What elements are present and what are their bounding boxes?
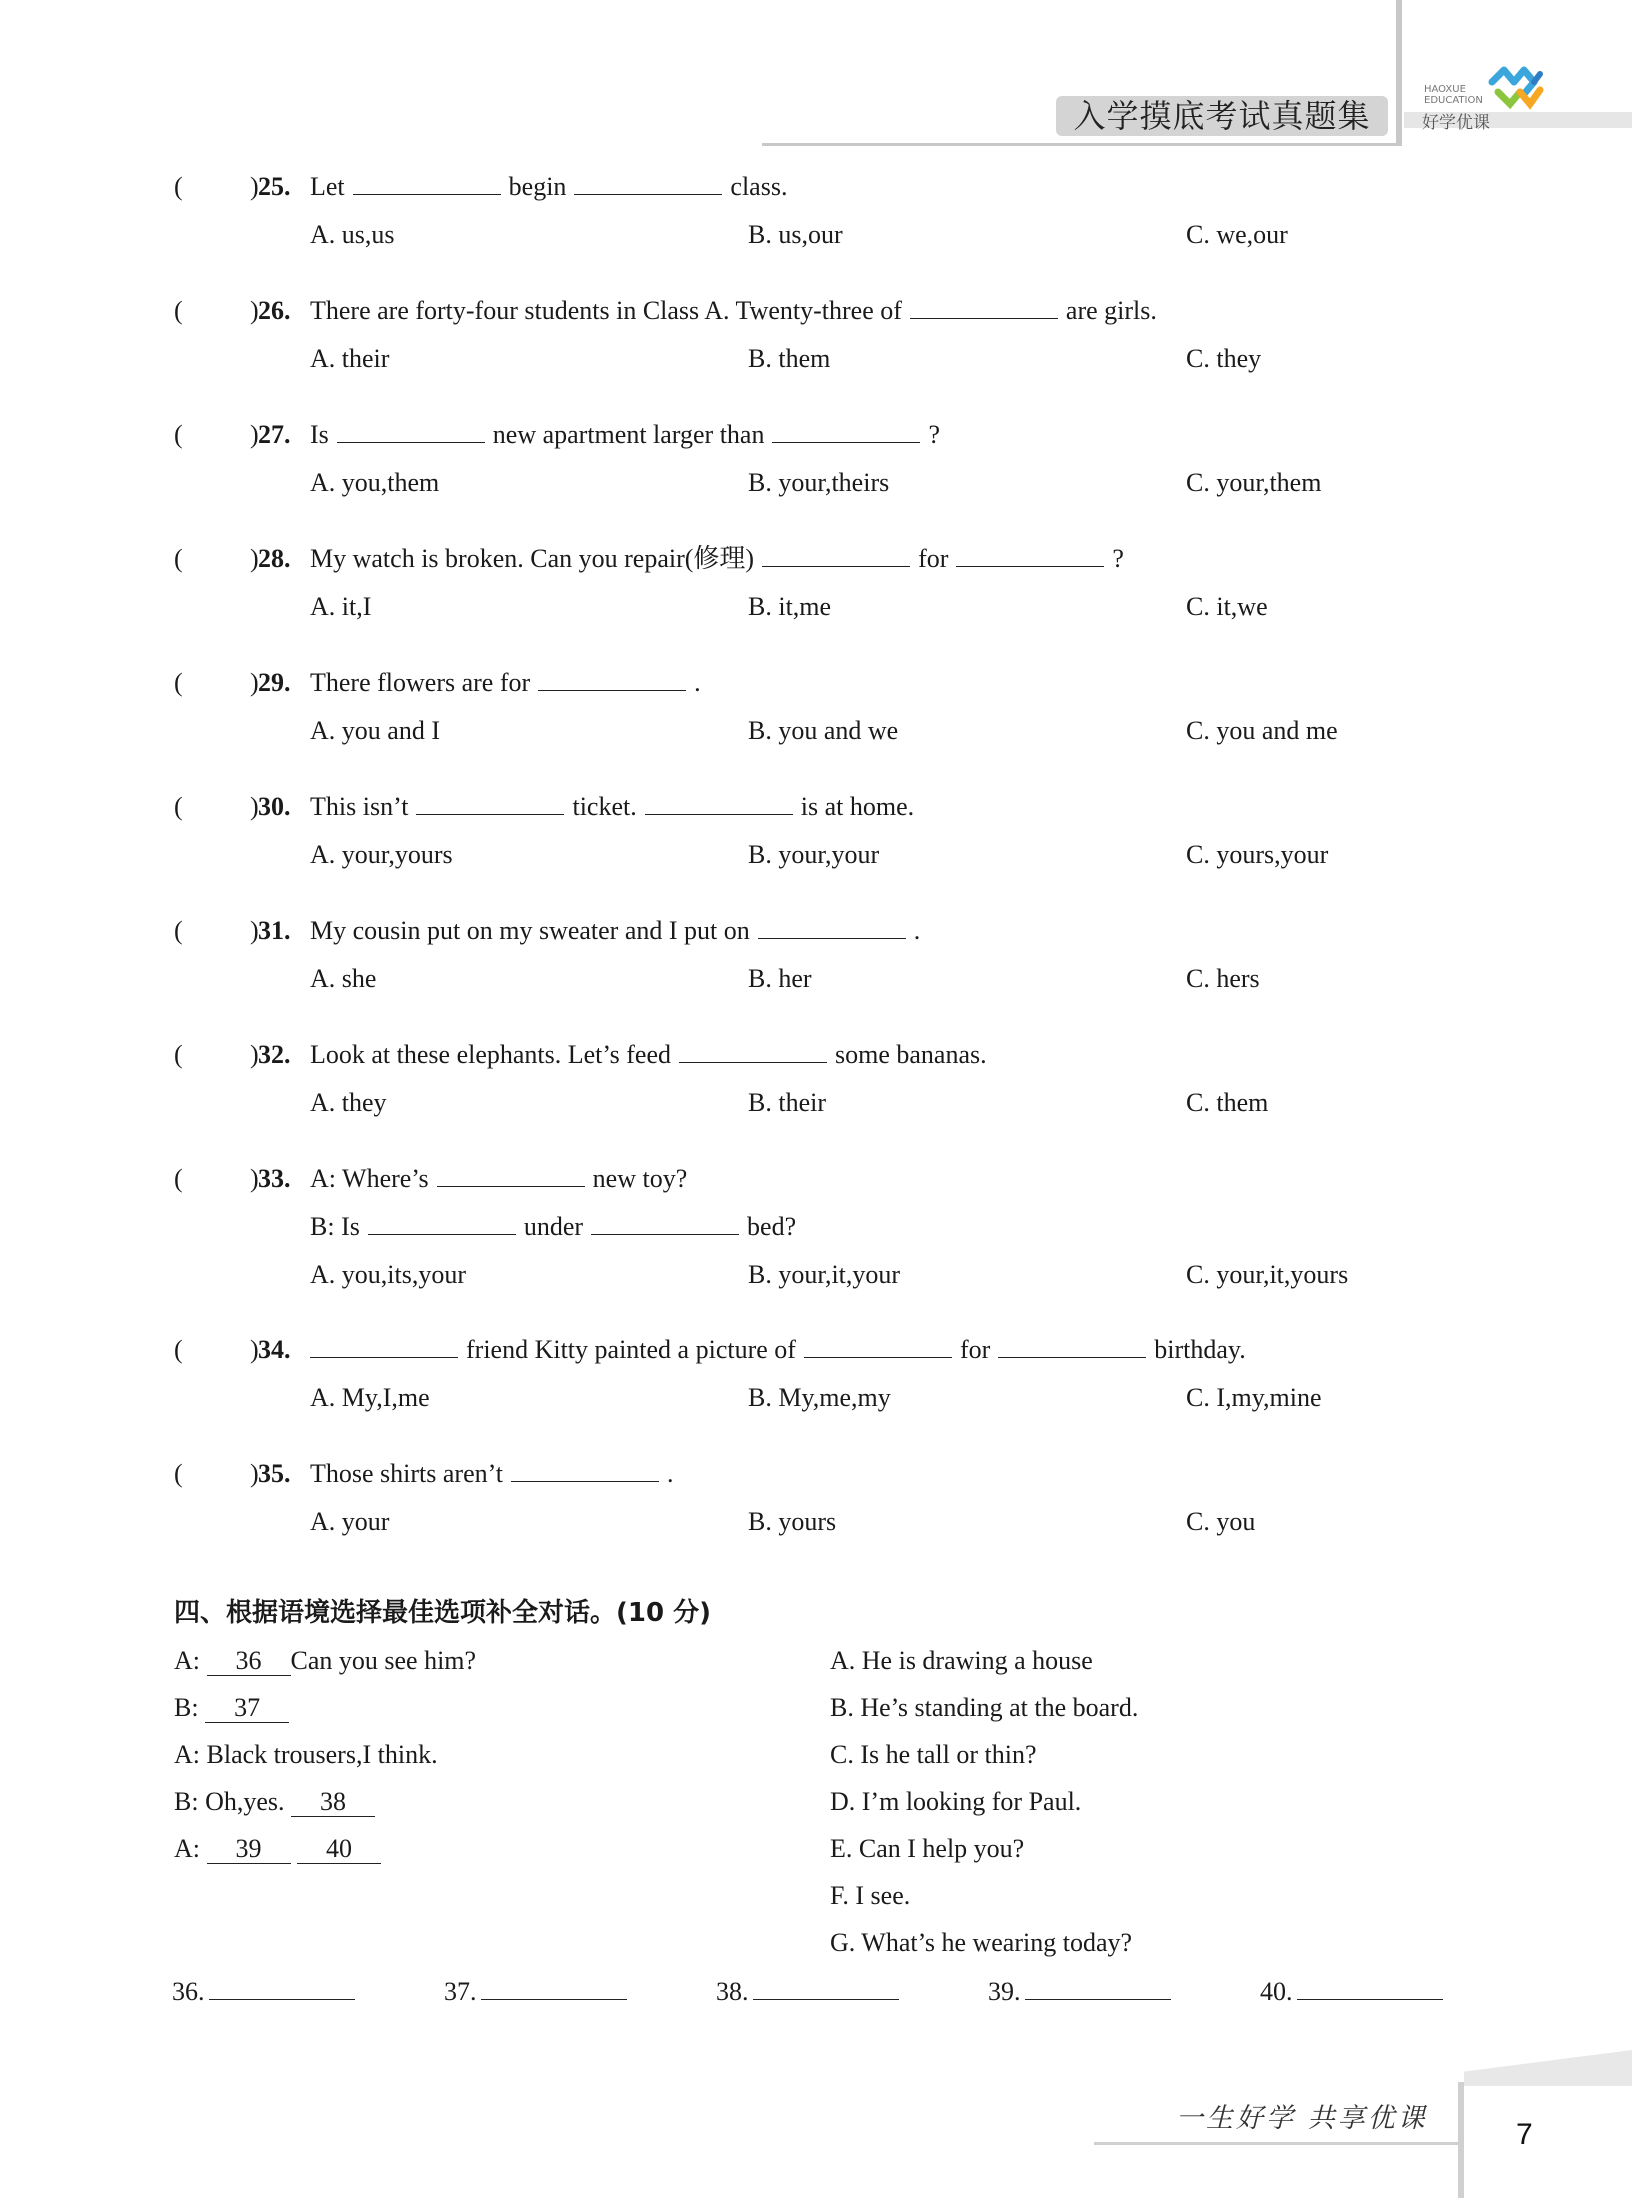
option-c: C. it,we <box>1186 592 1268 621</box>
fill-blank <box>591 1210 739 1235</box>
fill-blank <box>758 914 906 939</box>
answer-blank <box>481 1975 627 2000</box>
answer-paren-right: ) <box>250 172 259 201</box>
answer-paren-left: ( <box>174 544 183 573</box>
question-stem <box>310 170 787 204</box>
question-33-line-2 <box>310 1210 796 1244</box>
answer-paren-right: ) <box>250 1164 259 1193</box>
stem-text: is at home. <box>800 792 915 821</box>
fill-blank <box>368 1210 516 1235</box>
option-c: C. we,our <box>1186 220 1288 249</box>
stem-text: . <box>913 916 921 945</box>
answer-paren-left: ( <box>174 916 183 945</box>
option-a: A. their <box>310 344 390 373</box>
option-a: A. us,us <box>310 220 395 249</box>
question-number: 34. <box>258 1335 291 1364</box>
stem-text: some bananas. <box>834 1040 987 1069</box>
fill-blank <box>910 294 1058 319</box>
stem-text: ? <box>928 420 941 449</box>
answer-paren-right: ) <box>250 1040 259 1069</box>
question-stem <box>310 790 914 824</box>
dialog-text: Oh,yes. <box>205 1787 285 1816</box>
stem-text: for <box>918 544 949 573</box>
question-stem <box>310 418 940 452</box>
dialog-speaker: B: <box>174 1693 199 1722</box>
option-a: A. My,I,me <box>310 1383 430 1412</box>
brand-logo-icon <box>1488 64 1544 112</box>
question-stem <box>310 666 701 700</box>
stem-text: Those shirts aren’t <box>310 1459 504 1488</box>
dialog-blank-number: 38 <box>291 1788 375 1817</box>
stem-text: . <box>667 1459 674 1488</box>
answer-slot-39 <box>988 1975 1171 2009</box>
question-number: 29. <box>258 668 291 697</box>
dialog-line-3 <box>174 1738 438 1772</box>
dialog-line-2 <box>174 1691 289 1725</box>
answer-blank <box>1297 1975 1443 2000</box>
stem-text: There are forty-four students in Class A. Twenty-three of <box>310 296 902 325</box>
option-c: C. your,them <box>1186 468 1322 497</box>
dialog-blank-number: 36 <box>207 1647 291 1676</box>
question-number: 35. <box>258 1459 291 1488</box>
stem-text: birthday. <box>1154 1335 1246 1364</box>
answer-label: 38. <box>716 1977 749 2006</box>
stem-text: ? <box>1112 544 1124 573</box>
answer-label: 36. <box>172 1977 205 2006</box>
stem-text: My cousin put on my sweater and I put on <box>310 916 750 945</box>
stem-text: This isn’t <box>310 792 409 821</box>
stem-text: under <box>523 1212 584 1241</box>
stem-text: Look at these elephants. Let’s feed <box>310 1040 671 1069</box>
fill-blank <box>804 1333 952 1358</box>
fill-blank <box>538 666 686 691</box>
answer-paren-right: ) <box>250 544 259 573</box>
dialog-blank-number: 37 <box>205 1694 289 1723</box>
dialog-blank-number: 39 <box>207 1835 291 1864</box>
option-b: B. you and we <box>748 716 899 745</box>
stem-text: ticket. <box>572 792 637 821</box>
question-number: 25. <box>258 172 291 201</box>
brand-english-name <box>1424 84 1483 106</box>
footer-horizontal-rule <box>1094 2142 1460 2145</box>
choice-a: A. He is drawing a house <box>830 1646 1093 1675</box>
dialog-text: Black trousers,I think. <box>206 1740 438 1769</box>
option-b: B. their <box>748 1088 826 1117</box>
answer-slot-37 <box>444 1975 627 2009</box>
header-vertical-rule <box>1396 0 1402 146</box>
option-a: A. you and I <box>310 716 440 745</box>
question-stem <box>310 914 920 948</box>
dialog-speaker: A: <box>174 1740 200 1769</box>
answer-paren-right: ) <box>250 668 259 697</box>
stem-text: bed? <box>747 1212 797 1241</box>
dialog-line-5 <box>174 1832 381 1866</box>
option-b: B. your,theirs <box>748 468 890 497</box>
question-number: 30. <box>258 792 291 821</box>
choice-d: D. I’m looking for Paul. <box>830 1787 1082 1816</box>
option-a: A. you,its,your <box>310 1260 466 1289</box>
fill-blank <box>998 1333 1146 1358</box>
fill-blank <box>511 1457 659 1482</box>
fill-blank <box>337 418 485 443</box>
stem-text: for <box>959 1335 991 1364</box>
choice-e: E. Can I help you? <box>830 1834 1025 1863</box>
answer-slot-36 <box>172 1975 355 2009</box>
stem-text: new apartment larger than <box>492 420 765 449</box>
option-a: A. your,yours <box>310 840 453 869</box>
footer-corner-tab <box>1464 2050 1632 2086</box>
header-title: 入学摸底考试真题集 <box>1056 96 1388 136</box>
stem-text: My watch is broken. Can you repair(修理) <box>310 544 755 573</box>
option-a: A. your <box>310 1507 390 1536</box>
stem-text: are girls. <box>1065 296 1157 325</box>
dialog-speaker: A: <box>174 1646 200 1675</box>
dialog-line-1 <box>174 1644 476 1678</box>
option-c: C. I,my,mine <box>1186 1383 1322 1412</box>
fill-blank <box>762 542 910 567</box>
fill-blank <box>437 1162 585 1187</box>
brand-en-line-2: EDUCATION <box>1424 95 1483 106</box>
answer-paren-left: ( <box>174 668 183 697</box>
answer-paren-left: ( <box>174 1040 183 1069</box>
section-4-title: 四、根据语境选择最佳选项补全对话。(10 分) <box>174 1598 711 1628</box>
choice-g: G. What’s he wearing today? <box>830 1928 1133 1957</box>
fill-blank <box>353 170 501 195</box>
fill-blank <box>679 1038 827 1063</box>
answer-paren-right: ) <box>250 296 259 325</box>
stem-text: A: Where’s <box>310 1164 429 1193</box>
stem-text: friend Kitty painted a picture of <box>466 1335 796 1364</box>
stem-text: new toy? <box>592 1164 688 1193</box>
answer-blank <box>753 1975 899 2000</box>
stem-text: There flowers are for <box>310 668 531 697</box>
option-a: A. she <box>310 964 377 993</box>
stem-text: class. <box>730 172 788 201</box>
stem-text: begin <box>508 172 567 201</box>
option-c: C. yours,your <box>1186 840 1329 869</box>
question-stem <box>310 542 1124 576</box>
answer-paren-right: ) <box>250 420 259 449</box>
dialog-line-4 <box>174 1785 375 1819</box>
dialog-speaker: A: <box>174 1834 200 1863</box>
option-b: B. your,it,your <box>748 1260 901 1289</box>
question-number: 28. <box>258 544 291 573</box>
stem-text: Let <box>310 172 345 201</box>
question-stem <box>310 1038 987 1072</box>
option-b: B. your,your <box>748 840 880 869</box>
question-number: 26. <box>258 296 291 325</box>
page-number: 7 <box>1516 2118 1533 2151</box>
stem-text: . <box>694 668 701 697</box>
option-b: B. My,me,my <box>748 1383 891 1412</box>
question-stem <box>310 1333 1246 1367</box>
footer-slogan: 一生好学 共享优课 <box>1176 2103 1428 2134</box>
brand-en-line-1: HAOXUE <box>1424 84 1466 95</box>
option-c: C. your,it,yours <box>1186 1260 1349 1289</box>
choice-b: B. He’s standing at the board. <box>830 1693 1139 1722</box>
fill-blank <box>772 418 920 443</box>
question-number: 31. <box>258 916 291 945</box>
option-b: B. us,our <box>748 220 843 249</box>
question-number: 27. <box>258 420 291 449</box>
option-b: B. yours <box>748 1507 837 1536</box>
answer-paren-right: ) <box>250 1459 259 1488</box>
answer-paren-left: ( <box>174 420 183 449</box>
option-b: B. her <box>748 964 812 993</box>
answer-paren-left: ( <box>174 296 183 325</box>
answer-paren-right: ) <box>250 916 259 945</box>
option-c: C. them <box>1186 1088 1269 1117</box>
answer-blank <box>1025 1975 1171 2000</box>
question-number: 32. <box>258 1040 291 1069</box>
answer-paren-right: ) <box>250 1335 259 1364</box>
answer-label: 39. <box>988 1977 1021 2006</box>
option-c: C. you <box>1186 1507 1256 1536</box>
option-a: A. they <box>310 1088 387 1117</box>
answer-paren-left: ( <box>174 792 183 821</box>
header-horizontal-rule <box>762 143 1398 146</box>
answer-paren-right: ) <box>250 792 259 821</box>
option-b: B. them <box>748 344 831 373</box>
brand-chinese-name: 好学优课 <box>1422 113 1490 133</box>
fill-blank <box>416 790 564 815</box>
choice-f: F. I see. <box>830 1881 911 1910</box>
answer-blank <box>209 1975 355 2000</box>
answer-paren-left: ( <box>174 1335 183 1364</box>
fill-blank <box>956 542 1104 567</box>
fill-blank <box>310 1333 458 1358</box>
option-b: B. it,me <box>748 592 832 621</box>
option-c: C. they <box>1186 344 1262 373</box>
footer-vertical-rule <box>1458 2082 1464 2198</box>
answer-slot-40 <box>1260 1975 1443 2009</box>
stem-text: Is <box>310 420 329 449</box>
question-stem <box>310 294 1157 328</box>
question-stem <box>310 1162 687 1196</box>
dialog-text: Can you see him? <box>290 1646 477 1675</box>
answer-paren-left: ( <box>174 1459 183 1488</box>
option-c: C. you and me <box>1186 716 1338 745</box>
answer-label: 37. <box>444 1977 477 2006</box>
dialog-blank-number: 40 <box>297 1835 381 1864</box>
fill-blank <box>574 170 722 195</box>
choice-c: C. Is he tall or thin? <box>830 1740 1037 1769</box>
stem-text: B: Is <box>310 1212 360 1241</box>
question-number: 33. <box>258 1164 291 1193</box>
dialog-speaker: B: <box>174 1787 199 1816</box>
option-a: A. it,I <box>310 592 372 621</box>
option-a: A. you,them <box>310 468 440 497</box>
answer-slot-38 <box>716 1975 899 2009</box>
fill-blank <box>645 790 793 815</box>
answer-label: 40. <box>1260 1977 1293 2006</box>
answer-paren-left: ( <box>174 1164 183 1193</box>
option-c: C. hers <box>1186 964 1260 993</box>
answer-paren-left: ( <box>174 172 183 201</box>
question-stem <box>310 1457 674 1491</box>
